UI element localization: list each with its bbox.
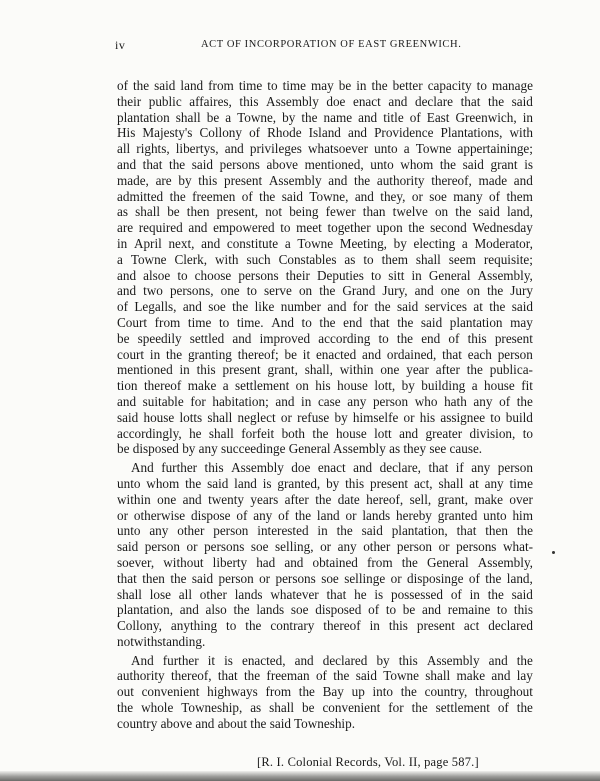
text-line: authority thereof, that the freeman of the said Towne shall make and lay: [117, 668, 533, 684]
text-line: and suitable for habitation; and in case any person who hath any of the: [117, 393, 533, 409]
paragraph: [117, 653, 533, 732]
text-line: in April next, and constitute a Towne Meeting, by electing a Moderator,: [117, 235, 533, 251]
text-line: of Legalls, and soe the like number and for the said services at the said: [117, 299, 533, 315]
text-line: His Majesty's Collony of Rhode Island and Providence Plantations, with: [117, 125, 533, 141]
text-line: out convenient highways from the Bay up into the country, throughout: [117, 684, 533, 700]
text-line: shall lose all other lands whatever that he is possessed of in the said: [117, 586, 533, 602]
text-line: notwithstanding.: [117, 633, 206, 649]
text-line: court in the granting thereof; be it enacted and ordained, that each person: [117, 346, 533, 362]
text-line: made, are by this present Assembly and the authority thereof, made and: [117, 172, 533, 188]
text-line: tion thereof make a settlement on his house lott, by building a house fit: [117, 378, 533, 394]
source-citation: [R. I. Colonial Records, Vol. II, page 587.]: [257, 755, 479, 769]
text-line: that then the said person or persons soe sellinge or disposinge of the land,: [117, 570, 533, 586]
text-line: a Towne Clerk, with such Constables as to them shall seem requisite;: [117, 251, 533, 267]
text-line: plantation shall be a Towne, by the name and title of East Greenwich, in: [117, 109, 533, 125]
text-line: said house lotts shall neglect or refuse by himselfe or his assignee to build: [117, 409, 533, 425]
scan-bottom-edge: [0, 771, 600, 781]
text-line: of the said land from time to time may be in the better capacity to manage: [117, 78, 533, 93]
text-line: be speedily settled and improved according to the end of this present: [117, 330, 533, 346]
text-line: plantation, and also the lands soe disposed of to be and remaine to this: [117, 602, 533, 618]
text-line: Court from time to time. And to the end that the said plantation may: [117, 314, 533, 330]
paragraph: [117, 460, 533, 650]
text-line: be disposed by any succeedinge General Assembly as they see cause.: [117, 441, 483, 457]
running-head: ACT OF INCORPORATION OF EAST GREENWICH.: [201, 39, 462, 50]
scan-speck: [552, 551, 555, 554]
text-line: country above and about the said Towneship.: [117, 715, 355, 731]
text-line: within one and twenty years after the date hereof, sell, grant, make over: [117, 491, 533, 507]
page-number: iv: [115, 38, 126, 52]
page-header: [115, 38, 495, 54]
text-line: or otherwise dispose of any of the land or lands hereby granted unto him: [117, 507, 533, 523]
text-line: admitted the freemen of the said Towne, and they, or soe many of them: [117, 188, 533, 204]
text-line: said person or persons soe selling, or any other person or persons what-: [117, 539, 533, 555]
text-line: And further this Assembly doe enact and declare, that if any person: [131, 460, 533, 476]
text-line: accordingly, he shall forfeit both the house lott and greater division, to: [117, 425, 533, 441]
document-body: [117, 78, 533, 732]
text-line: the whole Towneship, as shall be convenient for the settlement of the: [117, 700, 533, 716]
text-line: Collony, anything to the contrary thereof in this present act declared: [117, 618, 533, 634]
paragraph: [117, 78, 533, 457]
text-line: and alsoe to choose persons their Deputies to sitt in General Assembly,: [117, 267, 533, 283]
text-line: and that the said persons above mentioned, unto whom the said grant is: [117, 156, 533, 172]
text-line: And further it is enacted, and declared by this Assembly and the: [131, 652, 533, 668]
text-line: mentioned in this present grant, shall, within one year after the publica-: [117, 362, 533, 378]
text-line: and two persons, one to serve on the Grand Jury, and one on the Jury: [117, 283, 533, 299]
text-line: unto any other person interested in the said plantation, that then the: [117, 523, 533, 539]
text-line: as shall be then present, not being fewer than twelve on the said land,: [117, 204, 533, 220]
text-line: unto whom the said land is granted, by this present act, shall at any time: [117, 475, 533, 491]
text-line: soever, without liberty had and obtained from the General Assembly,: [117, 554, 533, 570]
text-line: are required and empowered to meet together upon the second Wednesday: [117, 220, 533, 236]
text-line: all rights, libertys, and privileges whatsoever unto a Towne appertaininge;: [117, 141, 533, 157]
text-line: their public affaires, this Assembly doe enact and declare that the said: [117, 93, 533, 109]
